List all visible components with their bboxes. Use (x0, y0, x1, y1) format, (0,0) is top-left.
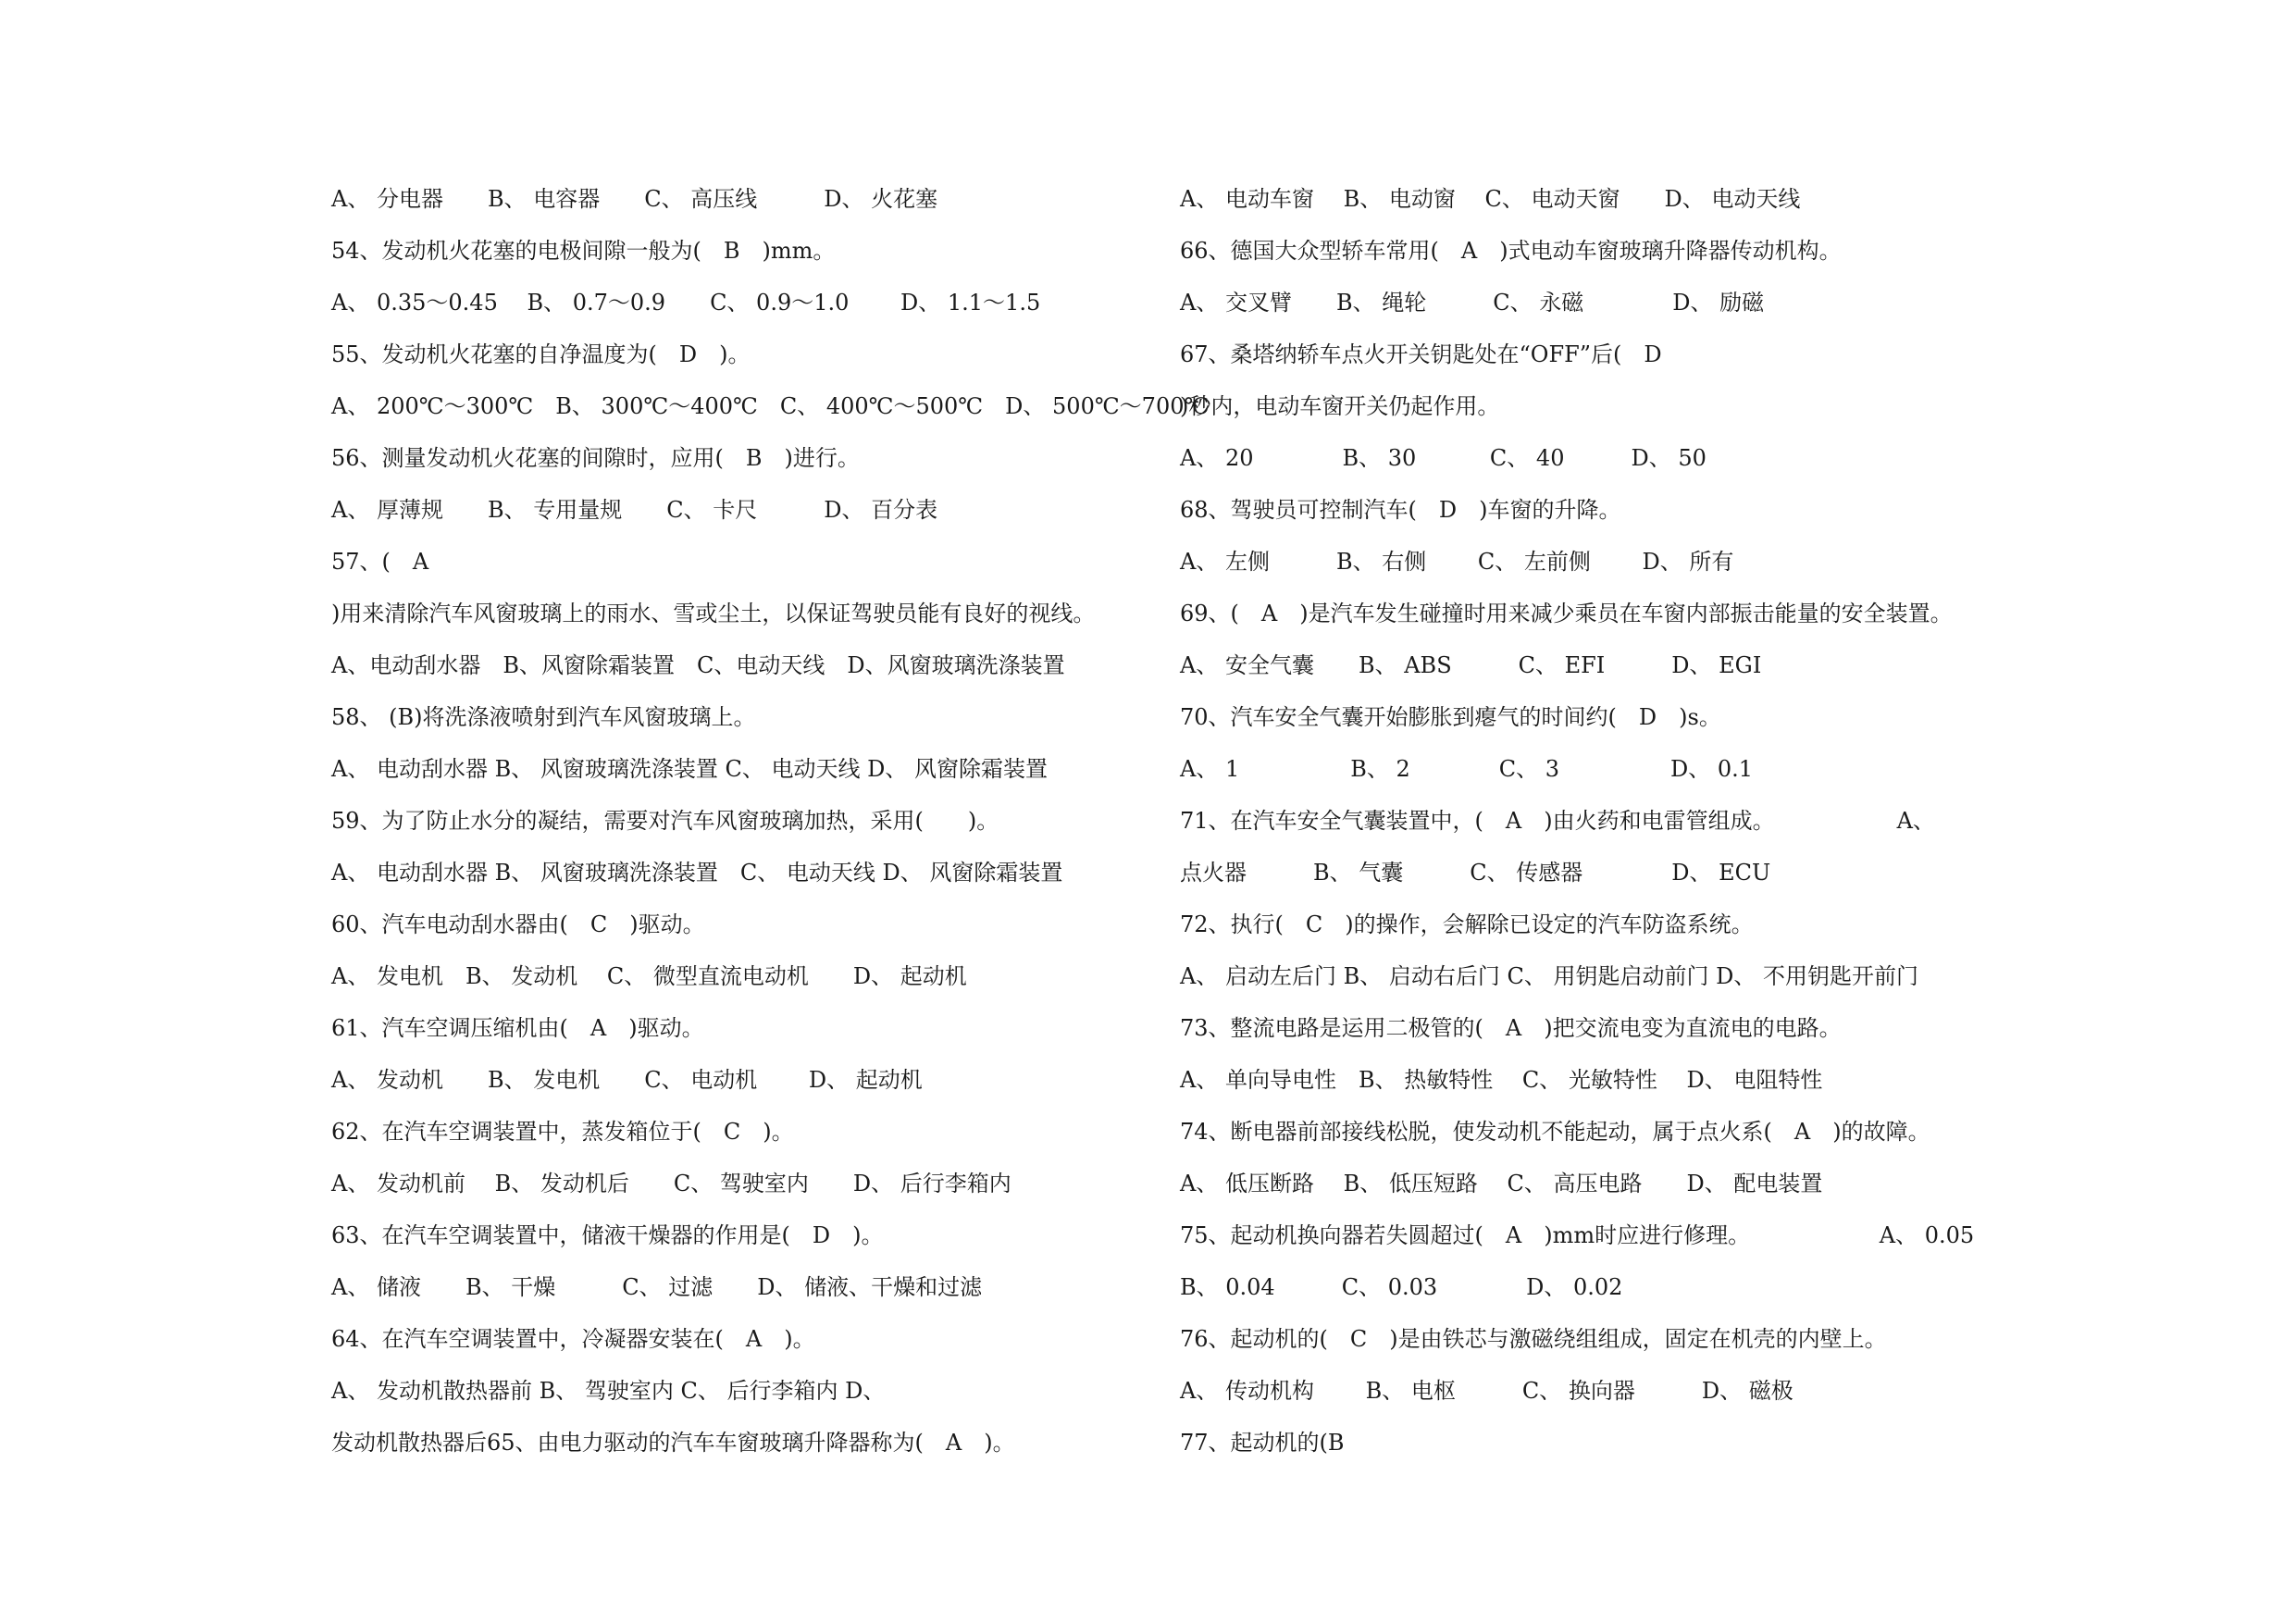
question-line: 74、断电器前部接线松脱，使发动机不能起动，属于点火系( A )的故障。 (1180, 1119, 1930, 1145)
question-line: 61、汽车空调压缩机由( A )驱动。 (331, 1015, 704, 1041)
question-line: 60、汽车电动刮水器由( C )驱动。 (331, 911, 705, 937)
question-line: 59、为了防止水分的凝结，需要对汽车风窗玻璃加热，采用( )。 (331, 808, 999, 834)
question-line: 77、起动机的(B (1180, 1430, 1345, 1456)
question-line: 62、在汽车空调装置中，蒸发箱位于( C )。 (331, 1119, 794, 1145)
answer-options-line: A、 电动车窗 B、 电动窗 C、 电动天窗 D、 电动天线 (1180, 186, 1801, 212)
question-line: 54、发动机火花塞的电极间隙一般为( B )mm。 (331, 238, 836, 264)
question-continuation-line: )秒内，电动车窗开关仍起作用。 (1180, 393, 1500, 419)
answer-options-line: A、 1 B、 2 C、 3 D、 0.1 (1180, 756, 1754, 782)
answer-options-line: A、 安全气囊 B、 ABS C、 EFI D、 EGI (1180, 652, 1762, 678)
answer-options-line: B、 0.04 C、 0.03 D、 0.02 (1180, 1274, 1623, 1300)
answer-options-line: A、 电动刮水器 B、 风窗玻璃洗涤装置 C、 电动天线 D、 风窗除霜装置 (331, 756, 1048, 782)
answer-options-line: A、 左侧 B、 右侧 C、 左前侧 D、 所有 (1180, 549, 1734, 575)
answer-options-line: 点火器 B、 气囊 C、 传感器 D、 ECU (1180, 860, 1771, 886)
answer-options-line: A、 厚薄规 B、 专用量规 C、 卡尺 D、 百分表 (331, 497, 938, 523)
answer-options-line: A、 200℃～300℃ B、 300℃～400℃ C、 400℃～500℃ D、 500℃～700℃ (331, 393, 1210, 419)
question-line: 71、在汽车安全气囊装置中，( A )由火药和电雷管组成。 A、 (1180, 808, 1935, 834)
answer-options-line: A、 低压断路 B、 低压短路 C、 高压电路 D、 配电装置 (1180, 1171, 1823, 1196)
question-line: 55、发动机火花塞的自净温度为( D )。 (331, 341, 751, 367)
question-line: 64、在汽车空调装置中，冷凝器安装在( A )。 (331, 1326, 815, 1352)
question-line: 75、起动机换向器若失圆超过( A )mm时应进行修理。 A、 0.05 (1180, 1222, 1975, 1248)
answer-options-line: A、 发电机 B、 发动机 C、 微型直流电动机 D、 起动机 (331, 963, 967, 989)
question-line: 57、( A (331, 549, 429, 575)
question-line: 68、驾驶员可控制汽车( D )车窗的升降。 (1180, 497, 1621, 523)
answer-options-line: A、 单向导电性 B、 热敏特性 C、 光敏特性 D、 电阻特性 (1180, 1067, 1823, 1093)
question-line: 58、 (B)将洗涤液喷射到汽车风窗玻璃上。 (331, 704, 756, 730)
question-line: 73、整流电路是运用二极管的( A )把交流电变为直流电的电路。 (1180, 1015, 1842, 1041)
question-line: 69、( A )是汽车发生碰撞时用来减少乘员在车窗内部振击能量的安全装置。 (1180, 601, 1953, 626)
question-line: 67、桑塔纳轿车点火开关钥匙处在“OFF”后( D (1180, 341, 1662, 367)
answer-options-line: A、 交叉臂 B、 绳轮 C、 永磁 D、 励磁 (1180, 290, 1765, 316)
answer-continuation-line: 发动机散热器后65、由电力驱动的汽车车窗玻璃升降器称为( A )。 (331, 1430, 1015, 1456)
answer-options-line: A、 20 B、 30 C、 40 D、 50 (1180, 445, 1706, 471)
question-continuation-line: )用来清除汽车风窗玻璃上的雨水、雪或尘土，以保证驾驶员能有良好的视线。 (331, 601, 1096, 626)
answer-options-line: A、 传动机构 B、 电枢 C、 换向器 D、 磁极 (1180, 1378, 1793, 1404)
question-line: 66、德国大众型轿车常用( A )式电动车窗玻璃升降器传动机构。 (1180, 238, 1842, 264)
answer-options-line: A、电动刮水器 B、风窗除霜装置 C、电动天线 D、风窗玻璃洗涤装置 (331, 652, 1065, 678)
answer-options-line: A、 发动机 B、 发电机 C、 电动机 D、 起动机 (331, 1067, 923, 1093)
question-line: 72、执行( C )的操作，会解除已设定的汽车防盗系统。 (1180, 911, 1754, 937)
answer-options-line: A、 发动机前 B、 发动机后 C、 驾驶室内 D、 后行李箱内 (331, 1171, 1011, 1196)
question-line: 56、测量发动机火花塞的间隙时，应用( B )进行。 (331, 445, 860, 471)
answer-options-line: A、 发动机散热器前 B、 驾驶室内 C、 后行李箱内 D、 (331, 1378, 886, 1404)
text-line: A、 分电器 B、 电容器 C、 高压线 D、 火花塞 (331, 186, 938, 212)
question-line: 63、在汽车空调装置中，储液干燥器的作用是( D )。 (331, 1222, 884, 1248)
question-line: 70、汽车安全气囊开始膨胀到瘪气的时间约( D )s。 (1180, 704, 1721, 730)
question-line: 76、起动机的( C )是由铁芯与激磁绕组组成，固定在机壳的内壁上。 (1180, 1326, 1887, 1352)
answer-options-line: A、 0.35～0.45 B、 0.7～0.9 C、 0.9～1.0 D、 1.1～1.5 (331, 290, 1041, 316)
answer-options-line: A、 储液 B、 干燥 C、 过滤 D、 储液、干燥和过滤 (331, 1274, 983, 1300)
answer-options-line: A、 启动左后门 B、 启动右后门 C、 用钥匙启动前门 D、 不用钥匙开前门 (1180, 963, 1918, 989)
answer-options-line: A、 电动刮水器 B、 风窗玻璃洗涤装置 C、 电动天线 D、 风窗除霜装置 (331, 860, 1063, 886)
